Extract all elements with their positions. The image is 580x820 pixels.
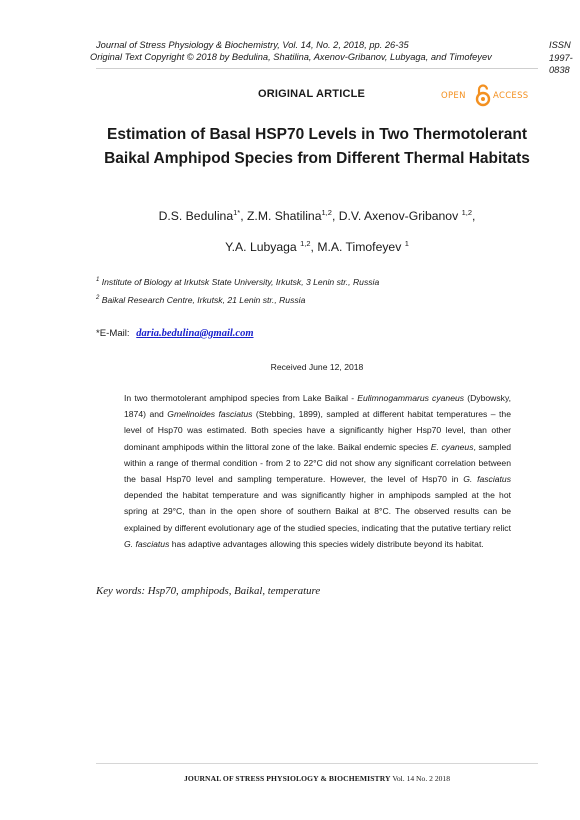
header-divider <box>96 68 538 69</box>
abstract-text: In two thermotolerant amphipod species from Lake Baikal - <box>124 393 358 403</box>
footer-issue: Vol. 14 No. 2 2018 <box>392 774 451 783</box>
open-access-access-text: ACCESS <box>493 91 529 101</box>
running-header-copyright: Original Text Copyright © 2018 by Bedulina, Shatilina, Axenov-Gribanov, Lubyaga, and Timofeyev <box>90 52 492 62</box>
species-name: G. fasciatus <box>124 538 170 549</box>
author-name: D.S. Bedulina <box>158 209 234 223</box>
footer-journal-name: JOURNAL OF STRESS PHYSIOLOGY & BIOCHEMISTRY <box>183 774 391 783</box>
journal-citation: Journal of Stress Physiology & Biochemistry, Vol. 14, No. 2, 2018, pp. 26-35 <box>96 40 409 50</box>
open-access-logo <box>441 81 536 111</box>
issn: ISSN 1997-0838 <box>549 40 573 75</box>
abstract <box>124 390 511 552</box>
author-name: Y.A. Lubyaga <box>225 240 297 254</box>
open-lock-icon <box>475 83 491 107</box>
species-name: Eulimnogammarus cyaneus <box>357 393 465 403</box>
author-affiliation-mark: 1,2 <box>461 207 473 217</box>
author-name: Z.M. Shatilina <box>246 209 322 223</box>
author-affiliation-mark: 1* <box>233 207 241 217</box>
species-name: Gmelinoides fasciatus <box>167 409 253 420</box>
abstract-text: has adaptive advantages allowing this species widely distribute beyond its habitat. <box>169 538 484 549</box>
abstract-text: (Dybowsky, 1874) and <box>124 393 511 420</box>
affiliation-text: Institute of Biology at Irkutsk State University, Irkutsk, 3 Lenin str., Russia <box>101 277 380 287</box>
article-type-label: ORIGINAL ARTICLE <box>258 88 366 100</box>
species-name: G. fasciatus <box>463 474 512 485</box>
page-footer <box>96 774 538 783</box>
article-title: Estimation of Basal HSP70 Levels in Two Thermotolerant Baikal Amphipod Species from Different Thermal Habitats <box>104 126 530 167</box>
author-line-1: D.S. Bedulina$^{1*}$, Z.M. Shatilina$^{1,2}$, D.V. Axenov-Gribanov $^{1,2}$, <box>158 207 476 223</box>
corresponding-email <box>96 328 254 339</box>
author-name: M.A. Timofeyev <box>317 240 402 254</box>
affiliation-number: 1 <box>96 277 100 284</box>
email-label: *E-Mail: <box>96 328 130 339</box>
affiliation-2 <box>96 295 538 305</box>
open-access-open-text: OPEN <box>441 91 466 101</box>
affiliation-1 <box>96 277 538 287</box>
author-affiliation-mark: 1,2 <box>321 207 332 217</box>
author-name: D.V. Axenov-Gribanov <box>338 209 459 223</box>
received-date: Received June 12, 2018 <box>270 362 364 372</box>
email-link[interactable]: daria.bedulina@gmail.com <box>136 328 254 339</box>
author-affiliation-mark: 1,2 <box>300 238 311 248</box>
abstract-text: , sampled within a range of thermal condition - from 2 to 22°C did not show any significant correlation between the basal Hsp70 level and sampling temperature. However, the level of Hsp70 in <box>124 441 511 485</box>
affiliation-text: Baikal Research Centre, Irkutsk, 21 Lenin str., Russia <box>101 295 306 305</box>
abstract-text: (Stebbing, 1899), sampled at different habitat temperatures – the level of Hsp70 was estimated. Both species have a significantly higher Hsp70 level, than other dominant amphipods within the littoral zone of the lake. Baikal endemic species <box>124 409 511 452</box>
footer-divider <box>96 763 538 764</box>
affiliation-number: 2 <box>96 295 100 302</box>
species-name: E. cyaneus <box>430 441 474 452</box>
abstract-text: depended the habitat temperature and was significantly higher in amphipods sampled at the hot spring at 29°C, than in the open shore of southern Baikal at 8°C. The observed results can be explained by different evolutionary age of the studied species, indicating that the putative tertiary relict <box>124 490 511 533</box>
author-affiliation-mark: 1 <box>404 238 409 248</box>
author-line-2: Y.A. Lubyaga $^{1,2}$, M.A. Timofeyev $^1$ <box>225 238 409 254</box>
keywords: Key words: Hsp70, amphipods, Baikal, temperature <box>96 585 321 597</box>
